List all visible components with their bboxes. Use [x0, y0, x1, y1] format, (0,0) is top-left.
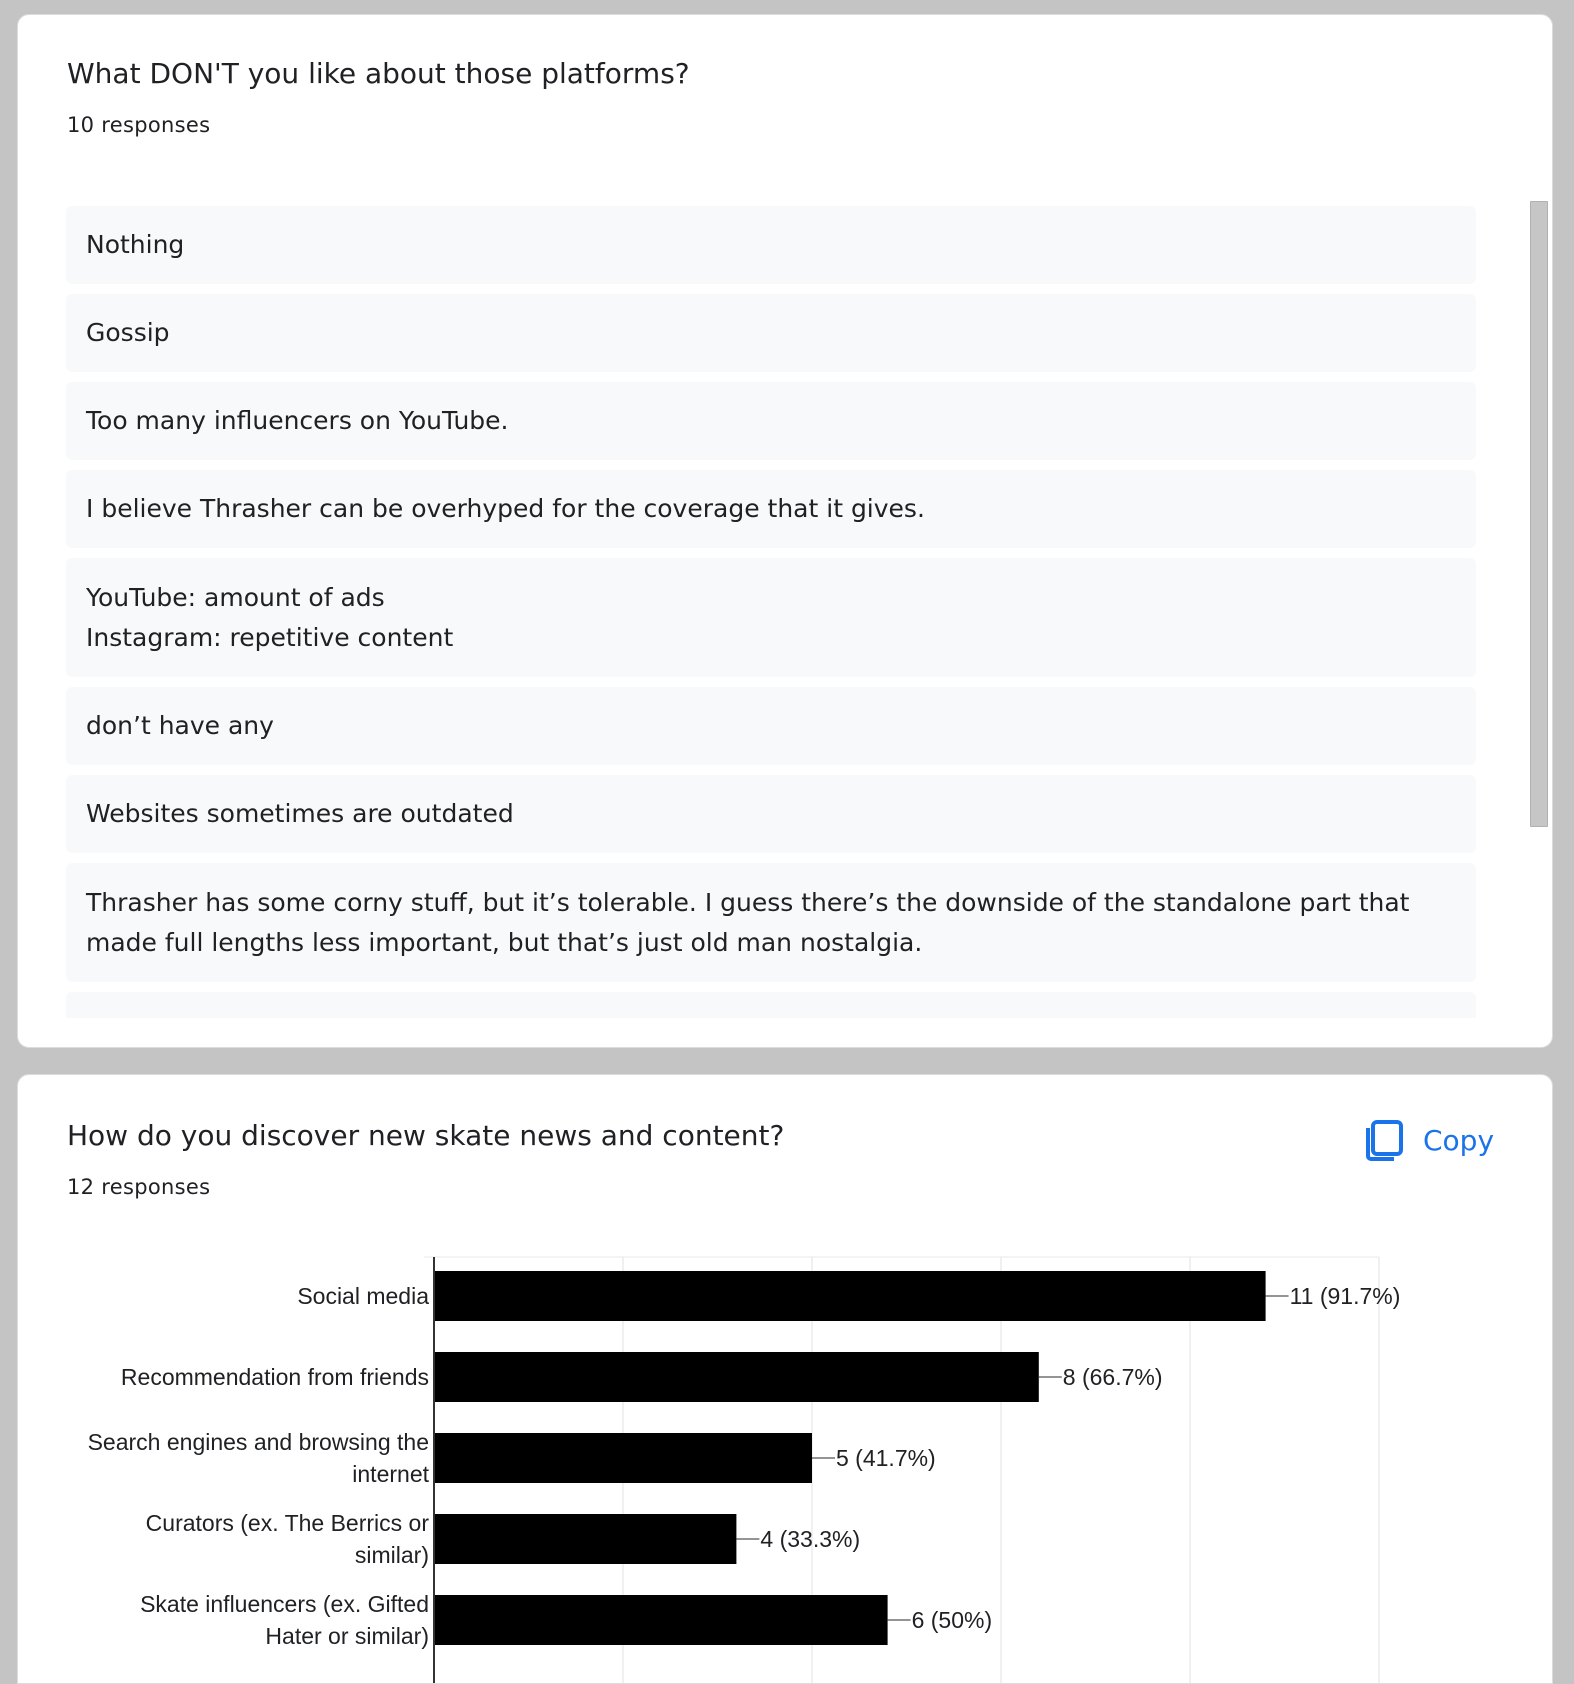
data-label: 5 (41.7%): [836, 1445, 936, 1471]
list-item: Too many influencers on YouTube.: [66, 382, 1476, 460]
copy-label: Copy: [1423, 1123, 1495, 1157]
bar: [434, 1352, 1039, 1402]
responses-list[interactable]: [66, 206, 1476, 1018]
data-label: 11 (91.7%): [1289, 1283, 1401, 1309]
list-item: Nothing: [66, 206, 1476, 284]
list-item: YouTube: amount of ads Instagram: repetitive content: [66, 558, 1476, 677]
category-label: Search engines and browsing the: [87, 1429, 429, 1455]
question-card-dont-like: [17, 14, 1553, 1048]
category-label: Curators (ex. The Berrics or: [145, 1510, 429, 1536]
bar: [434, 1514, 736, 1564]
bar: [434, 1433, 812, 1483]
category-label: Recommendation from friends: [120, 1364, 429, 1390]
response-count: 10 responses: [67, 113, 211, 137]
list-item: don’t have any: [66, 687, 1476, 765]
response-count: 12 responses: [67, 1175, 211, 1199]
list-item: Websites sometimes are outdated: [66, 775, 1476, 853]
category-label: Hater or similar): [265, 1623, 429, 1649]
question-title: What DON'T you like about those platforms?: [67, 57, 690, 90]
scrollbar-thumb[interactable]: [1530, 201, 1548, 827]
list-item: Gossip: [66, 294, 1476, 372]
bar: [434, 1595, 888, 1645]
category-label: Skate influencers (ex. Gifted: [140, 1591, 429, 1617]
category-label: similar): [354, 1542, 429, 1568]
list-item: Thrasher has some corny stuff, but it’s tolerable. I guess there’s the downside of the standalone part that made full lengths less important, but that’s just old man nostalgia.: [66, 863, 1476, 982]
data-label: 8 (66.7%): [1062, 1364, 1163, 1390]
data-label: 4 (33.3%): [760, 1526, 861, 1552]
category-label: internet: [352, 1461, 429, 1487]
list-item: [66, 992, 1476, 1018]
question-title: How do you discover new skate news and content?: [67, 1119, 785, 1152]
data-label: 6 (50%): [911, 1607, 993, 1633]
category-label: Social media: [297, 1283, 429, 1309]
bar: [434, 1271, 1266, 1321]
question-card-discover: [17, 1074, 1553, 1684]
list-item: I believe Thrasher can be overhyped for the coverage that it gives.: [66, 470, 1476, 548]
bar-chart: [18, 1075, 1553, 1684]
